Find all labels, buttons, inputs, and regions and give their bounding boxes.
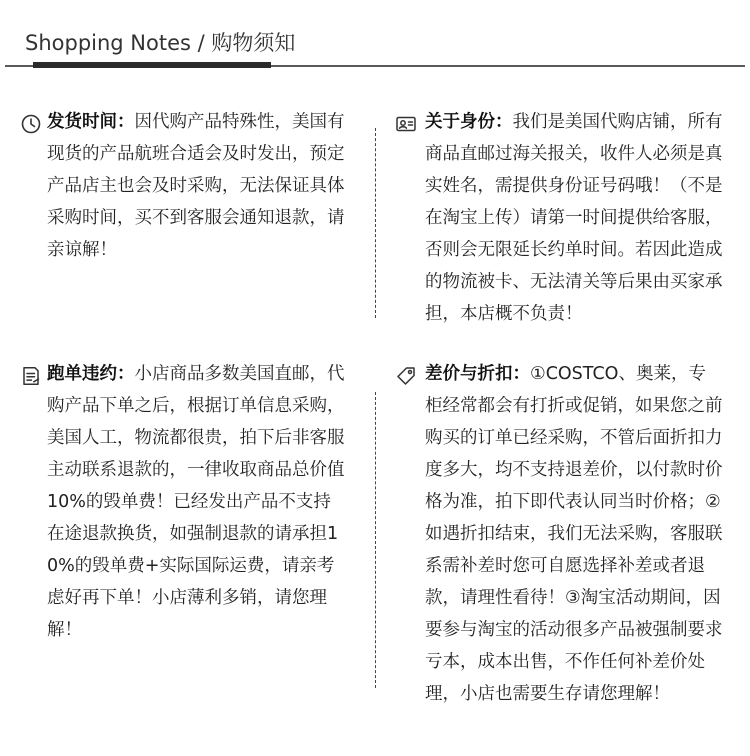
section-body: 我们是美国代购店铺，所有商品直邮过海关报关，收件人必须是真实姓名，需提供身份证号码哦！（不是在淘宝上传）请第一时间提供给客服，否则会无限延长约单时间。若因此造成的物流被卡、无法清关等后果由买家承担，本店概不负责！ <box>425 112 723 324</box>
page-title: Shopping Notes / 购物须知 <box>25 31 296 55</box>
section-text <box>425 106 723 330</box>
header-accent-bar <box>33 62 271 68</box>
section-title: 差价与折扣： <box>425 364 530 384</box>
column-divider-top <box>375 128 376 318</box>
section-shipping-time <box>20 106 355 276</box>
section-order-default <box>20 358 355 658</box>
section-identity <box>395 106 730 336</box>
section-text <box>425 358 723 710</box>
id-card-icon <box>395 113 417 135</box>
section-body: 因代购产品特殊性，美国有现货的产品航班合适会及时发出，预定产品店主也会及时采购，无法保证具体采购时间，买不到客服会通知退款，请亲谅解！ <box>47 112 345 260</box>
section-text <box>47 106 347 266</box>
section-body: ①COSTCO、奥莱，专柜经常都会有打折或促销，如果您之前购买的订单已经采购，不管后面折扣力度多大，均不支持退差价，以付款时价格为准，拍下即代表认同当时价格；②如遇折扣结束，我们无法采购，客服联系需补差时您可自愿选择补差或者退款，请理性看待！③淘宝活动期间，因要参与淘宝的活动很多产品被强制要求亏本，成本出售，不作任何补差价处理，小店也需要生存请您理解！ <box>425 364 723 704</box>
section-price-discount <box>395 358 730 748</box>
section-title: 跑单违约： <box>47 364 135 384</box>
section-title: 关于身份： <box>425 112 513 132</box>
document-icon <box>20 365 42 387</box>
section-title: 发货时间： <box>47 112 135 132</box>
clock-icon <box>20 113 42 135</box>
column-divider-bottom <box>375 392 376 688</box>
section-text <box>47 358 347 646</box>
section-body: 小店商品多数美国直邮，代购产品下单之后，根据订单信息采购，美国人工，物流都很贵，拍下后非客服主动联系退款的，一律收取商品总价值10%的毁单费！已经发出产品不支持在途退款换货，如强制退款的请承担10%的毁单费+实际国际运费，请亲考虑好再下单！小店薄利多销，请您理解！ <box>47 364 345 640</box>
price-tag-icon <box>395 365 417 387</box>
